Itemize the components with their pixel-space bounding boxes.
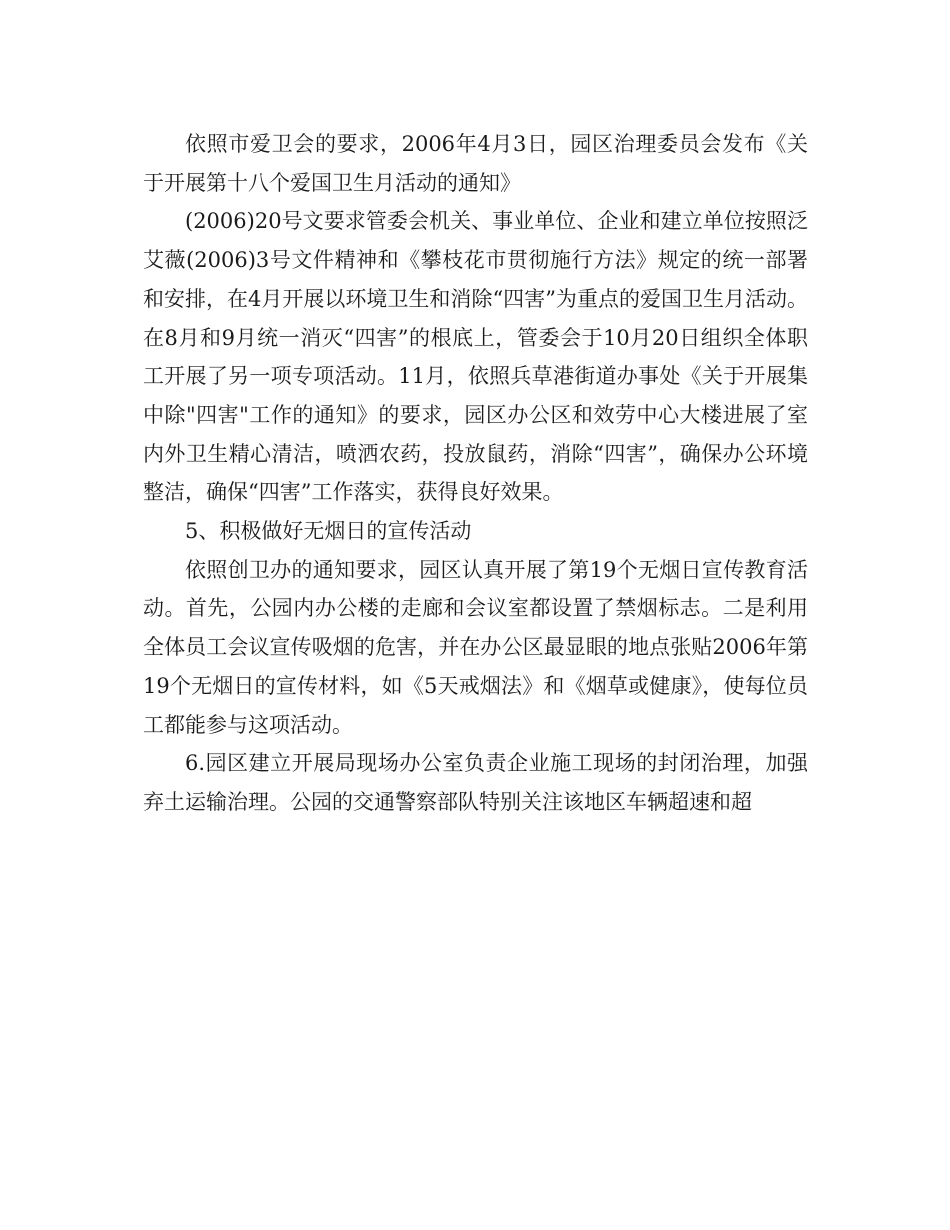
paragraph-health-month: (2006)20号文要求管委会机关、事业单位、企业和建立单位按照泛艾薇(2006)3号文件精神和《攀枝花市贯彻施行方法》规定的统一部署和安排，在4月开展以环境卫生和消除“四害”为重点的爱国卫生月活动。在8月和9月统一消灭“四害”的根底上，管委会于10月20日组织全体职工开展了另一项专项活动。11月，依照兵草港街道办事处《关于开展集中除"四害"工作的通知》的要求，园区办公区和效劳中心大楼进展了室内外卫生精心清洁，喷洒农药，投放鼠药，消除“四害”，确保办公环境整洁，确保“四害”工作落实，获得良好效果。 xyxy=(143,209,808,505)
paragraph-no-smoking-campaign: 依照创卫办的通知要求，园区认真开展了第19个无烟日宣传教育活动。首先，公园内办公楼的走廊和会议室都设置了禁烟标志。二是利用全体员工会议宣传吸烟的危害，并在办公区最显眼的地点张贴2006年第19个无烟日的宣传材料，如《5天戒烟法》和《烟草或健康》，使每位员工都能参与这项活动。 xyxy=(143,557,808,737)
section-heading-no-smoking-day: 5、积极做好无烟日的宣传活动 xyxy=(185,519,472,544)
paragraph-notice-issued: 依照市爱卫会的要求，2006年4月3日，园区治理委员会发布《关于开展第十八个爱国卫生月活动的通知》 xyxy=(143,132,808,195)
document-body xyxy=(143,125,808,822)
paragraph-construction-site: 6.园区建立开展局现场办公室负责企业施工现场的封闭治理，加强弃土运输治理。公园的交通警察部队特别关注该地区车辆超速和超 xyxy=(143,751,808,814)
